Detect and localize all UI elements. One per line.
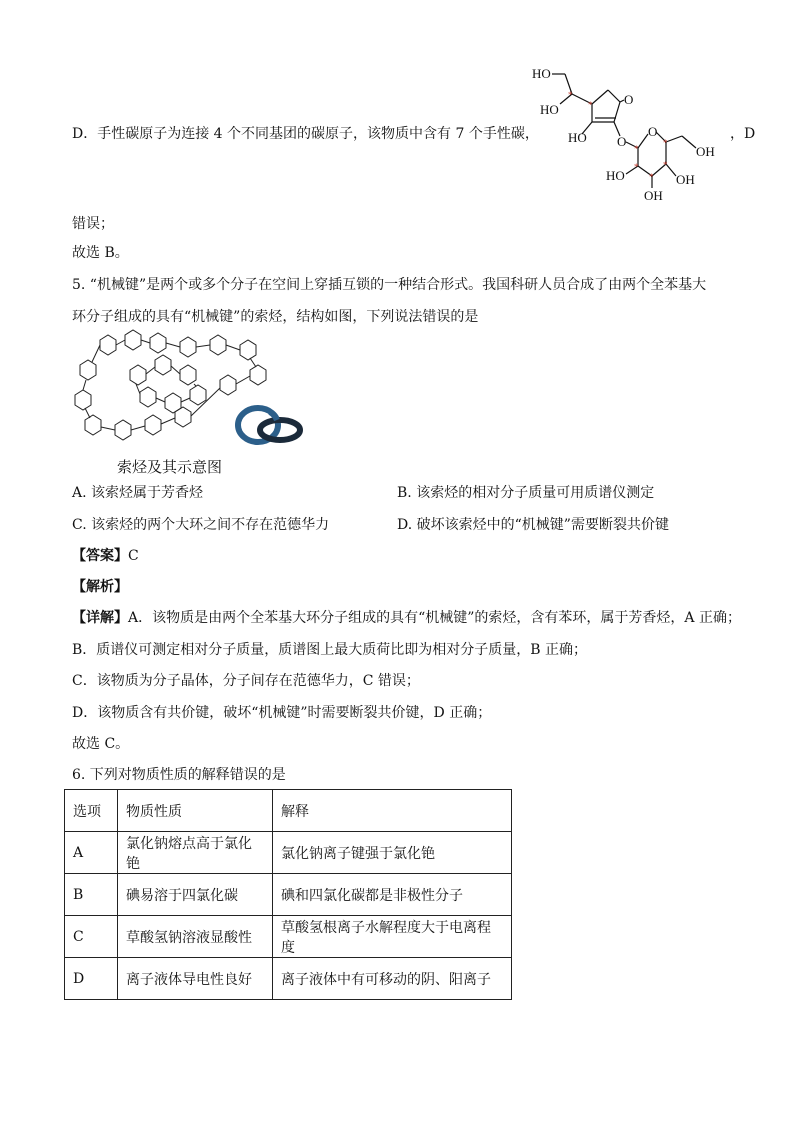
q5-figure-caption: 索烃及其示意图 — [117, 458, 223, 476]
q5-detail-b: B．质谱仪可测定相对分子质量，质谱图上最大质荷比即为相对分子质量，B 正确； — [72, 642, 588, 658]
chiral-mark: * — [588, 100, 593, 110]
q5-option-a: A. 该索烃属于芳香烃 — [72, 485, 204, 501]
table-cell: A — [65, 832, 118, 874]
q5-analysis-label: 【解析】 — [72, 579, 128, 595]
table-header-row — [65, 790, 512, 832]
table-cell: 氯化钠离子键强于氯化铯 — [273, 832, 512, 874]
catenane-figure — [70, 330, 310, 450]
table-cell: 离子液体导电性良好 — [118, 958, 273, 1000]
q5-option-b: B. 该索烃的相对分子质量可用质谱仪测定 — [397, 485, 655, 501]
detail-a-text: A．该物质是由两个全苯基大环分子组成的具有“机械键”的索烃，含有苯环，属于芳香烃，A 正确； — [128, 610, 741, 626]
answer-label: 【答案】 — [72, 548, 128, 564]
q5-choice: 故选 C。 — [72, 736, 130, 752]
q6-stem: 6. 下列对物质性质的解释错误的是 — [72, 767, 286, 783]
label-o-pyranose: O — [648, 124, 658, 139]
table-header-cell: 物质性质 — [118, 790, 273, 832]
table-row — [65, 916, 512, 958]
q5-stem-line1: 5. “机械键”是两个或多个分子在空间上穿插互锁的一种结合形式。我国科研人员合成了由两个全苯基大 — [72, 277, 707, 293]
ascorbyl-glucoside-structure — [520, 60, 750, 210]
chiral-mark: * — [634, 162, 639, 172]
table-cell: 草酸氢钠溶液显酸性 — [118, 916, 273, 958]
label-ho-ring: HO — [568, 130, 587, 145]
table-cell: 离子液体中有可移动的阴、阳离子 — [273, 958, 512, 1000]
q4-option-d-text: D．手性碳原子为连接 4 个不同基团的碳原子，该物质中含有 7 个手性碳， — [72, 126, 539, 142]
table-cell: 氯化钠熔点高于氯化铯 — [118, 832, 273, 874]
table-cell: B — [65, 874, 118, 916]
table-cell: C — [65, 916, 118, 958]
q4-after-figure: ，D — [730, 126, 756, 142]
q5-detail-c: C．该物质为分子晶体，分子间存在范德华力，C 错误； — [72, 673, 420, 689]
label-o-carbonyl: O — [624, 92, 634, 107]
label-oh-ch2: OH — [696, 144, 715, 159]
q6-table — [64, 789, 512, 1000]
table-cell: 草酸氢根离子水解程度大于电离程度 — [273, 916, 512, 958]
chiral-mark: * — [649, 172, 654, 182]
chiral-mark: * — [663, 138, 668, 148]
answer-value: C — [128, 548, 139, 564]
table-cell: D — [65, 958, 118, 1000]
chiral-mark: * — [663, 160, 668, 170]
label-ho-left: HO — [540, 102, 559, 117]
q4-continued: 错误； — [72, 216, 114, 232]
table-row — [65, 832, 512, 874]
label-oh-bottom: OH — [644, 188, 663, 203]
q4-choice: 故选 B。 — [72, 245, 129, 261]
q5-detail-d: D．该物质含有共价键，破坏“机械键”时需要断裂共价键，D 正确； — [72, 705, 492, 721]
q5-option-c: C. 该索烃的两个大环之间不存在范德华力 — [72, 517, 330, 533]
q5-stem-line2: 环分子组成的具有“机械键”的索烃，结构如图，下列说法错误的是 — [72, 309, 479, 325]
label-ho-top: HO — [532, 66, 551, 81]
table-row — [65, 958, 512, 1000]
label-ho-bottom-left: HO — [606, 168, 625, 183]
label-oh-bottom-right: OH — [676, 172, 695, 187]
q5-detail-a — [72, 608, 741, 628]
table-row — [65, 874, 512, 916]
chiral-mark: * — [634, 144, 639, 154]
table-header-cell: 选项 — [65, 790, 118, 832]
label-o-link: O — [617, 134, 627, 149]
table-cell: 碘和四氯化碳都是非极性分子 — [273, 874, 512, 916]
q5-option-d: D. 破坏该索烃中的“机械键”需要断裂共价键 — [397, 517, 669, 533]
q5-answer — [72, 546, 139, 566]
detail-label: 【详解】 — [72, 610, 128, 626]
chiral-mark: * — [568, 90, 573, 100]
table-cell: 碘易溶于四氯化碳 — [118, 874, 273, 916]
table-header-cell: 解释 — [273, 790, 512, 832]
